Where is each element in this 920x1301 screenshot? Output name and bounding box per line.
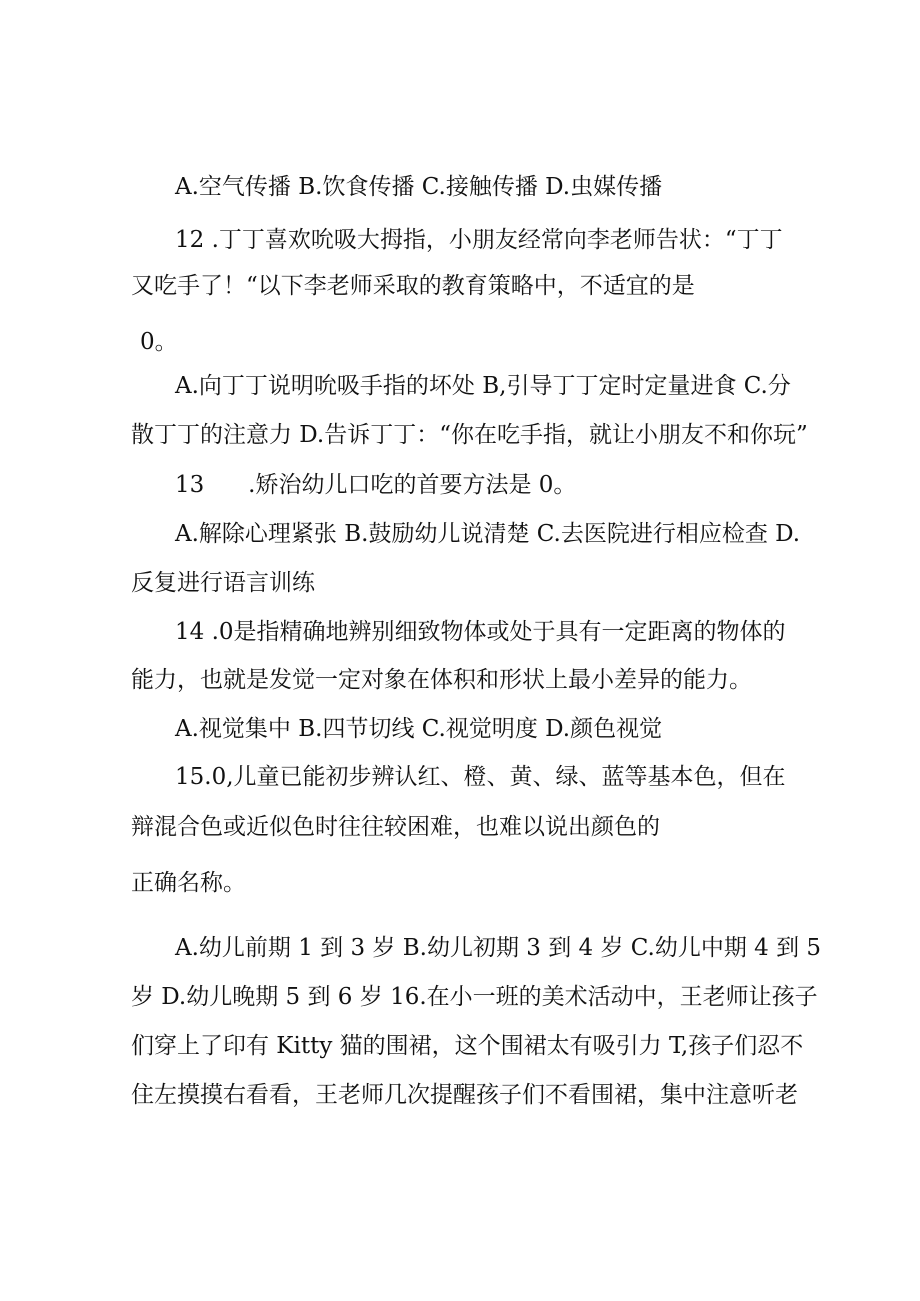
q15-stem-line-1: 15.0,儿童已能初步辨认红、橙、黄、绿、蓝等基本色，但在 bbox=[175, 764, 786, 790]
q16-stem-line-1: 们穿上了印有 Kitty 猫的围裙，这个围裙太有吸引力 T,孩子们忍不 bbox=[131, 1033, 804, 1059]
q16-stem-line-2: 住左摸摸右看看，王老师几次提醒孩子们不看围裙，集中注意听老 bbox=[131, 1082, 798, 1108]
q14-stem-line-2: 能力，也就是发觉一定对象在体积和形状上最小差异的能力。 bbox=[131, 667, 752, 693]
q14-options: A.视觉集中 B.四节切线 C.视觉明度 D.颜色视觉 bbox=[175, 716, 663, 742]
q13-options-line-1: A.解除心理紧张 B.鼓励幼儿说清楚 C.去医院进行相应检查 D. bbox=[175, 521, 801, 547]
q12-stem-line-3: 0。 bbox=[140, 329, 178, 355]
q12-options-line-2: 散丁丁的注意力 D.告诉丁丁：“你在吃手指，就让小朋友不和你玩” bbox=[131, 422, 808, 448]
q15-stem-line-3: 正确名称。 bbox=[131, 870, 246, 896]
q15-stem-line-2: 辩混合色或近似色时往往较困难，也难以说出颜色的 bbox=[131, 814, 660, 840]
q15-options-line-1: A.幼儿前期 1 到 3 岁 B.幼儿初期 3 到 4 岁 C.幼儿中期 4 到 5 bbox=[175, 935, 822, 961]
q13-options-line-2: 反复进行语言训练 bbox=[131, 570, 315, 596]
q15-options-line-2: 岁 D.幼儿晚期 5 到 6 岁 16.在小一班的美术活动中，王老师让孩子 bbox=[131, 984, 818, 1010]
q12-stem-line-2: 又吃手了！“以下李老师采取的教育策略中，不适宜的是 bbox=[131, 273, 695, 299]
q13-stem: 13 .矫治幼儿口吃的首要方法是 0。 bbox=[175, 472, 577, 498]
q12-options-line-1: A.向丁丁说明吮吸手指的坏处 B,引导丁丁定时定量进食 C.分 bbox=[175, 373, 791, 399]
q12-stem-line-1: 12 .丁丁喜欢吮吸大拇指，小朋友经常向李老师告状：“丁丁 bbox=[175, 227, 783, 253]
q11-options: A.空气传播 B.饮食传播 C.接触传播 D.虫媒传播 bbox=[175, 174, 663, 200]
q14-stem-line-1: 14 .0是指精确地辨别细致物体或处于具有一定距离的物体的 bbox=[175, 619, 786, 645]
